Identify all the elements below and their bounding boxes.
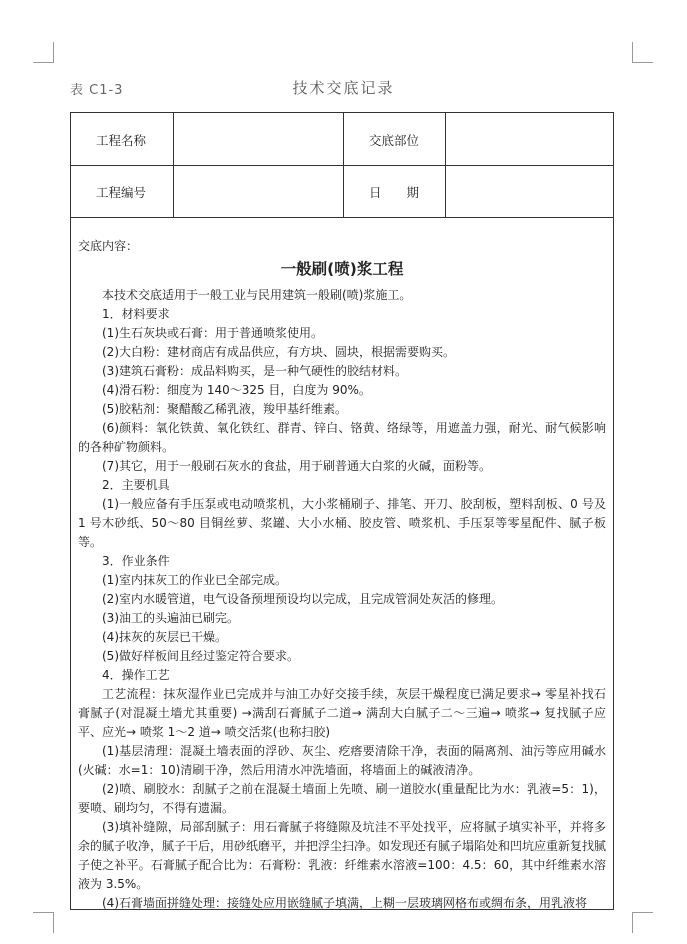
paragraph: (2)室内水暖管道，电气设备预埋预设均以完成，且完成管洞处灰活的修理。 bbox=[102, 592, 504, 606]
paragraph: 本技术交底适用于一般工业与民用建筑一般刷(喷)浆施工。 bbox=[102, 288, 412, 302]
project-name-label: 工程名称 bbox=[96, 133, 147, 148]
section-heading: 1．材料要求 bbox=[102, 307, 170, 321]
location-label: 交底部位 bbox=[369, 133, 420, 148]
project-number-label: 工程编号 bbox=[96, 185, 147, 200]
section-heading: 2．主要机具 bbox=[102, 478, 170, 492]
paragraph: (4)滑石粉：细度为 140～325 目，白度为 90%。 bbox=[102, 383, 371, 397]
row-divider bbox=[71, 217, 613, 218]
paragraph: (1)一般应备有手压泵或电动喷浆机，大小浆桶刷子、排笔、开刀、胶刮板，塑料刮板、0 号及 1 号木砂纸、50～80 目铜丝萝、浆罐、大小水桶、胶皮管、喷浆机、手压泵等零星配件、腻子板等。 bbox=[78, 497, 606, 549]
paragraph: (5)胶粘剂：聚醋酸乙稀乳液，羧甲基纤维素。 bbox=[102, 402, 347, 416]
date-label: 日 期 bbox=[369, 185, 420, 200]
section-heading: 3．作业条件 bbox=[102, 554, 170, 568]
disclosure-content bbox=[78, 237, 606, 910]
crop-mark-bottom-right bbox=[632, 912, 653, 933]
section-heading: 4．操作工艺 bbox=[102, 668, 170, 682]
paragraph: (7)其它，用于一般刷石灰水的食盐，用于刷普通大白浆的火碱，面粉等。 bbox=[102, 459, 492, 473]
paragraph: (4)抹灰的灰层已干燥。 bbox=[102, 630, 227, 644]
paragraph: (6)颜料：氧化铁黄、氧化铁红、群青、锌白、铬黄、络绿等，用遮盖力强，耐光、耐气候影响的各种矿物颜料。 bbox=[78, 421, 606, 454]
paragraph: (1)基层清理：混凝土墙表面的浮砂、灰尘、疙瘩要清除干净，表面的隔离剂、油污等应用碱水(火碱：水=1：10)清刷干净，然后用清水冲洗墙面，将墙面上的碱液清净。 bbox=[78, 744, 606, 777]
paragraph: (1)生石灰块或石膏：用于普通喷浆使用。 bbox=[102, 326, 323, 340]
paragraph: (2)喷、刷胶水：刮腻子之前在混凝土墙面上先喷、刷一道胶水(重量配比为水：乳液=5：1)，要喷、刷均匀，不得有遗漏。 bbox=[78, 782, 606, 815]
row-divider bbox=[71, 165, 613, 166]
form-code: 表 C1-3 bbox=[70, 83, 124, 98]
paragraph: (1)室内抹灰工的作业已全部完成。 bbox=[102, 573, 287, 587]
crop-mark-top-right bbox=[632, 42, 653, 63]
paragraph: (4)石膏墙面拼缝处理：接缝处应用嵌缝腻子填满，上糊一层玻璃网格布或绸布条，用乳液将 bbox=[102, 896, 588, 910]
column-divider bbox=[173, 113, 174, 218]
content-label: 交底内容： bbox=[78, 239, 139, 253]
column-divider bbox=[343, 113, 344, 218]
record-form bbox=[70, 112, 614, 910]
crop-mark-top-left bbox=[33, 42, 54, 63]
form-title: 技术交底记录 bbox=[292, 79, 395, 97]
crop-mark-bottom-left bbox=[33, 912, 54, 933]
column-divider bbox=[445, 113, 446, 218]
paragraph: (3)油工的头遍油已刷完。 bbox=[102, 611, 239, 625]
paragraph: (5)做好样板间且经过鉴定符合要求。 bbox=[102, 649, 299, 663]
paragraph: (3)建筑石膏粉：成品料购买，是一种气硬性的胶结材料。 bbox=[102, 364, 408, 378]
paragraph: (2)大白粉：建材商店有成品供应，有方块、圆块，根据需要购买。 bbox=[102, 345, 456, 359]
document-heading: 一般刷(喷)浆工程 bbox=[280, 260, 404, 278]
paragraph: (3)填补缝隙，局部刮腻子：用石膏腻子将缝隙及坑洼不平处找平，应将腻子填实补平，并将多余的腻子收净，腻子干后，用砂纸磨平，并把浮尘扫净。如发现还有腻子塌陷处和凹坑应重新复找腻子使之补平。石膏腻子配合比为：石膏粉：乳液：纤维素水溶液=100：4.5：60，其中纤维素水溶液为 3.5%。 bbox=[78, 820, 607, 891]
paragraph: 工艺流程：抹灰湿作业已完成并与油工办好交接手续，灰层干燥程度已满足要求→ 零星补找石膏腻子(对混凝土墙尤其重要) →满刮石膏腻子二道→ 满刮大白腻子二～三遍→ 喷浆→ 复找腻子应平、应光→ 喷浆 1～2 道→ 喷交活浆(也称扫胶) bbox=[78, 687, 606, 739]
